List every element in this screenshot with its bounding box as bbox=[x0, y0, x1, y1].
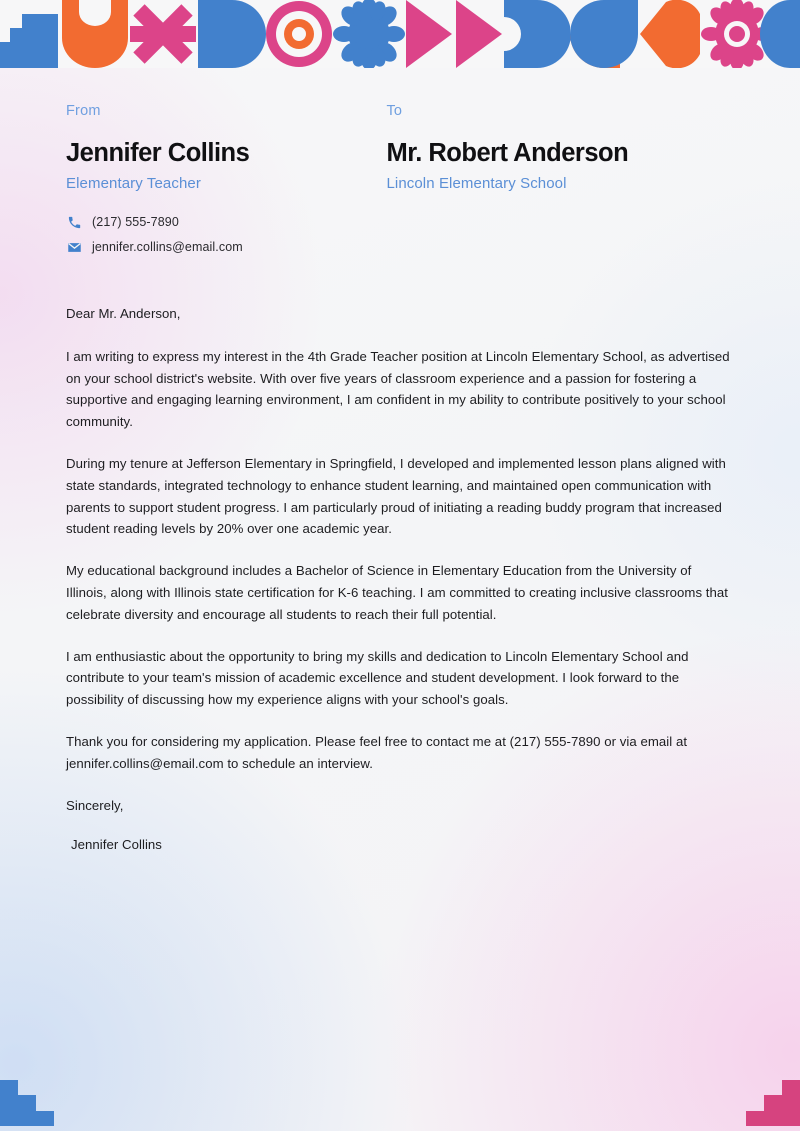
envelope-icon bbox=[66, 239, 82, 255]
recipient-organization: Lincoln Elementary School bbox=[386, 175, 567, 193]
closing: Sincerely, bbox=[66, 797, 124, 813]
address-row bbox=[0, 68, 800, 192]
salutation: Dear Mr. Anderson, bbox=[66, 306, 181, 322]
half-circle-blue-icon bbox=[198, 0, 266, 68]
from-label: From bbox=[66, 103, 101, 119]
contact-phone bbox=[66, 214, 734, 230]
flower-blue-icon bbox=[333, 0, 405, 68]
letter-content bbox=[0, 68, 800, 876]
paragraph-5: Thank you for considering my application. Please feel free to contact me at (217) 555-7890 or via email at jennifer.collins@email.com to schedule an interview. bbox=[66, 734, 688, 771]
email-value: jennifer.collins@email.com bbox=[92, 240, 243, 255]
concentric-circles-icon bbox=[266, 1, 332, 67]
sender-name: Jennifer Collins bbox=[66, 139, 250, 167]
paragraph-1: I am writing to express my interest in the 4th Grade Teacher position at Lincoln Elementary School, as advertised on your school district's website. With over five years of classroom experience and a passion for fostering a supportive and engaging learning environment, I am confident in my ability to contribute positively to your school community. bbox=[66, 348, 730, 430]
pacman-blue-icon bbox=[504, 0, 571, 68]
to-label: To bbox=[386, 103, 403, 119]
recipient-name: Mr. Robert Anderson bbox=[386, 139, 629, 167]
paragraph-2: During my tenure at Jefferson Elementary in Springfield, I developed and implemented lesson plans aligned with state standards, integrated technology to enhance student learning, and maintained open communication with parents to support student progress. I am particularly proud of initiating a reading buddy program that increased student reading levels by 20% over one academic year. bbox=[66, 456, 726, 537]
paragraph-3: My educational background includes a Bachelor of Science in Elementary Education from the University of Illinois, along with Illinois state certification for K-6 teaching. I am committed to creating inclusive classrooms that celebrate diversity and encourage all students to reach their full potential. bbox=[66, 563, 728, 622]
staircase-pink-bottom-right-icon bbox=[746, 1080, 800, 1131]
letter-body bbox=[0, 264, 800, 856]
staircase-blue-bottom-left-icon bbox=[0, 1080, 54, 1131]
from-block bbox=[66, 103, 386, 192]
phone-value: (217) 555-7890 bbox=[92, 215, 179, 230]
decorative-header-band bbox=[0, 0, 800, 68]
quarter-circle-blue-icon bbox=[570, 0, 638, 68]
signature: Jennifer Collins bbox=[71, 837, 162, 853]
tulip-orange-icon bbox=[62, 0, 128, 68]
paragraph-4: I am enthusiastic about the opportunity to bring my skills and dedication to Lincoln Elementary School and contribute to your team's mission of academic excellence and student development. I look forward to the possibility of discussing how my experience aligns with your school's goals. bbox=[66, 648, 689, 708]
sender-title: Elementary Teacher bbox=[66, 175, 201, 193]
phone-icon bbox=[66, 214, 82, 230]
to-block bbox=[386, 103, 734, 192]
contact-list bbox=[0, 192, 800, 255]
contact-email bbox=[66, 239, 734, 255]
